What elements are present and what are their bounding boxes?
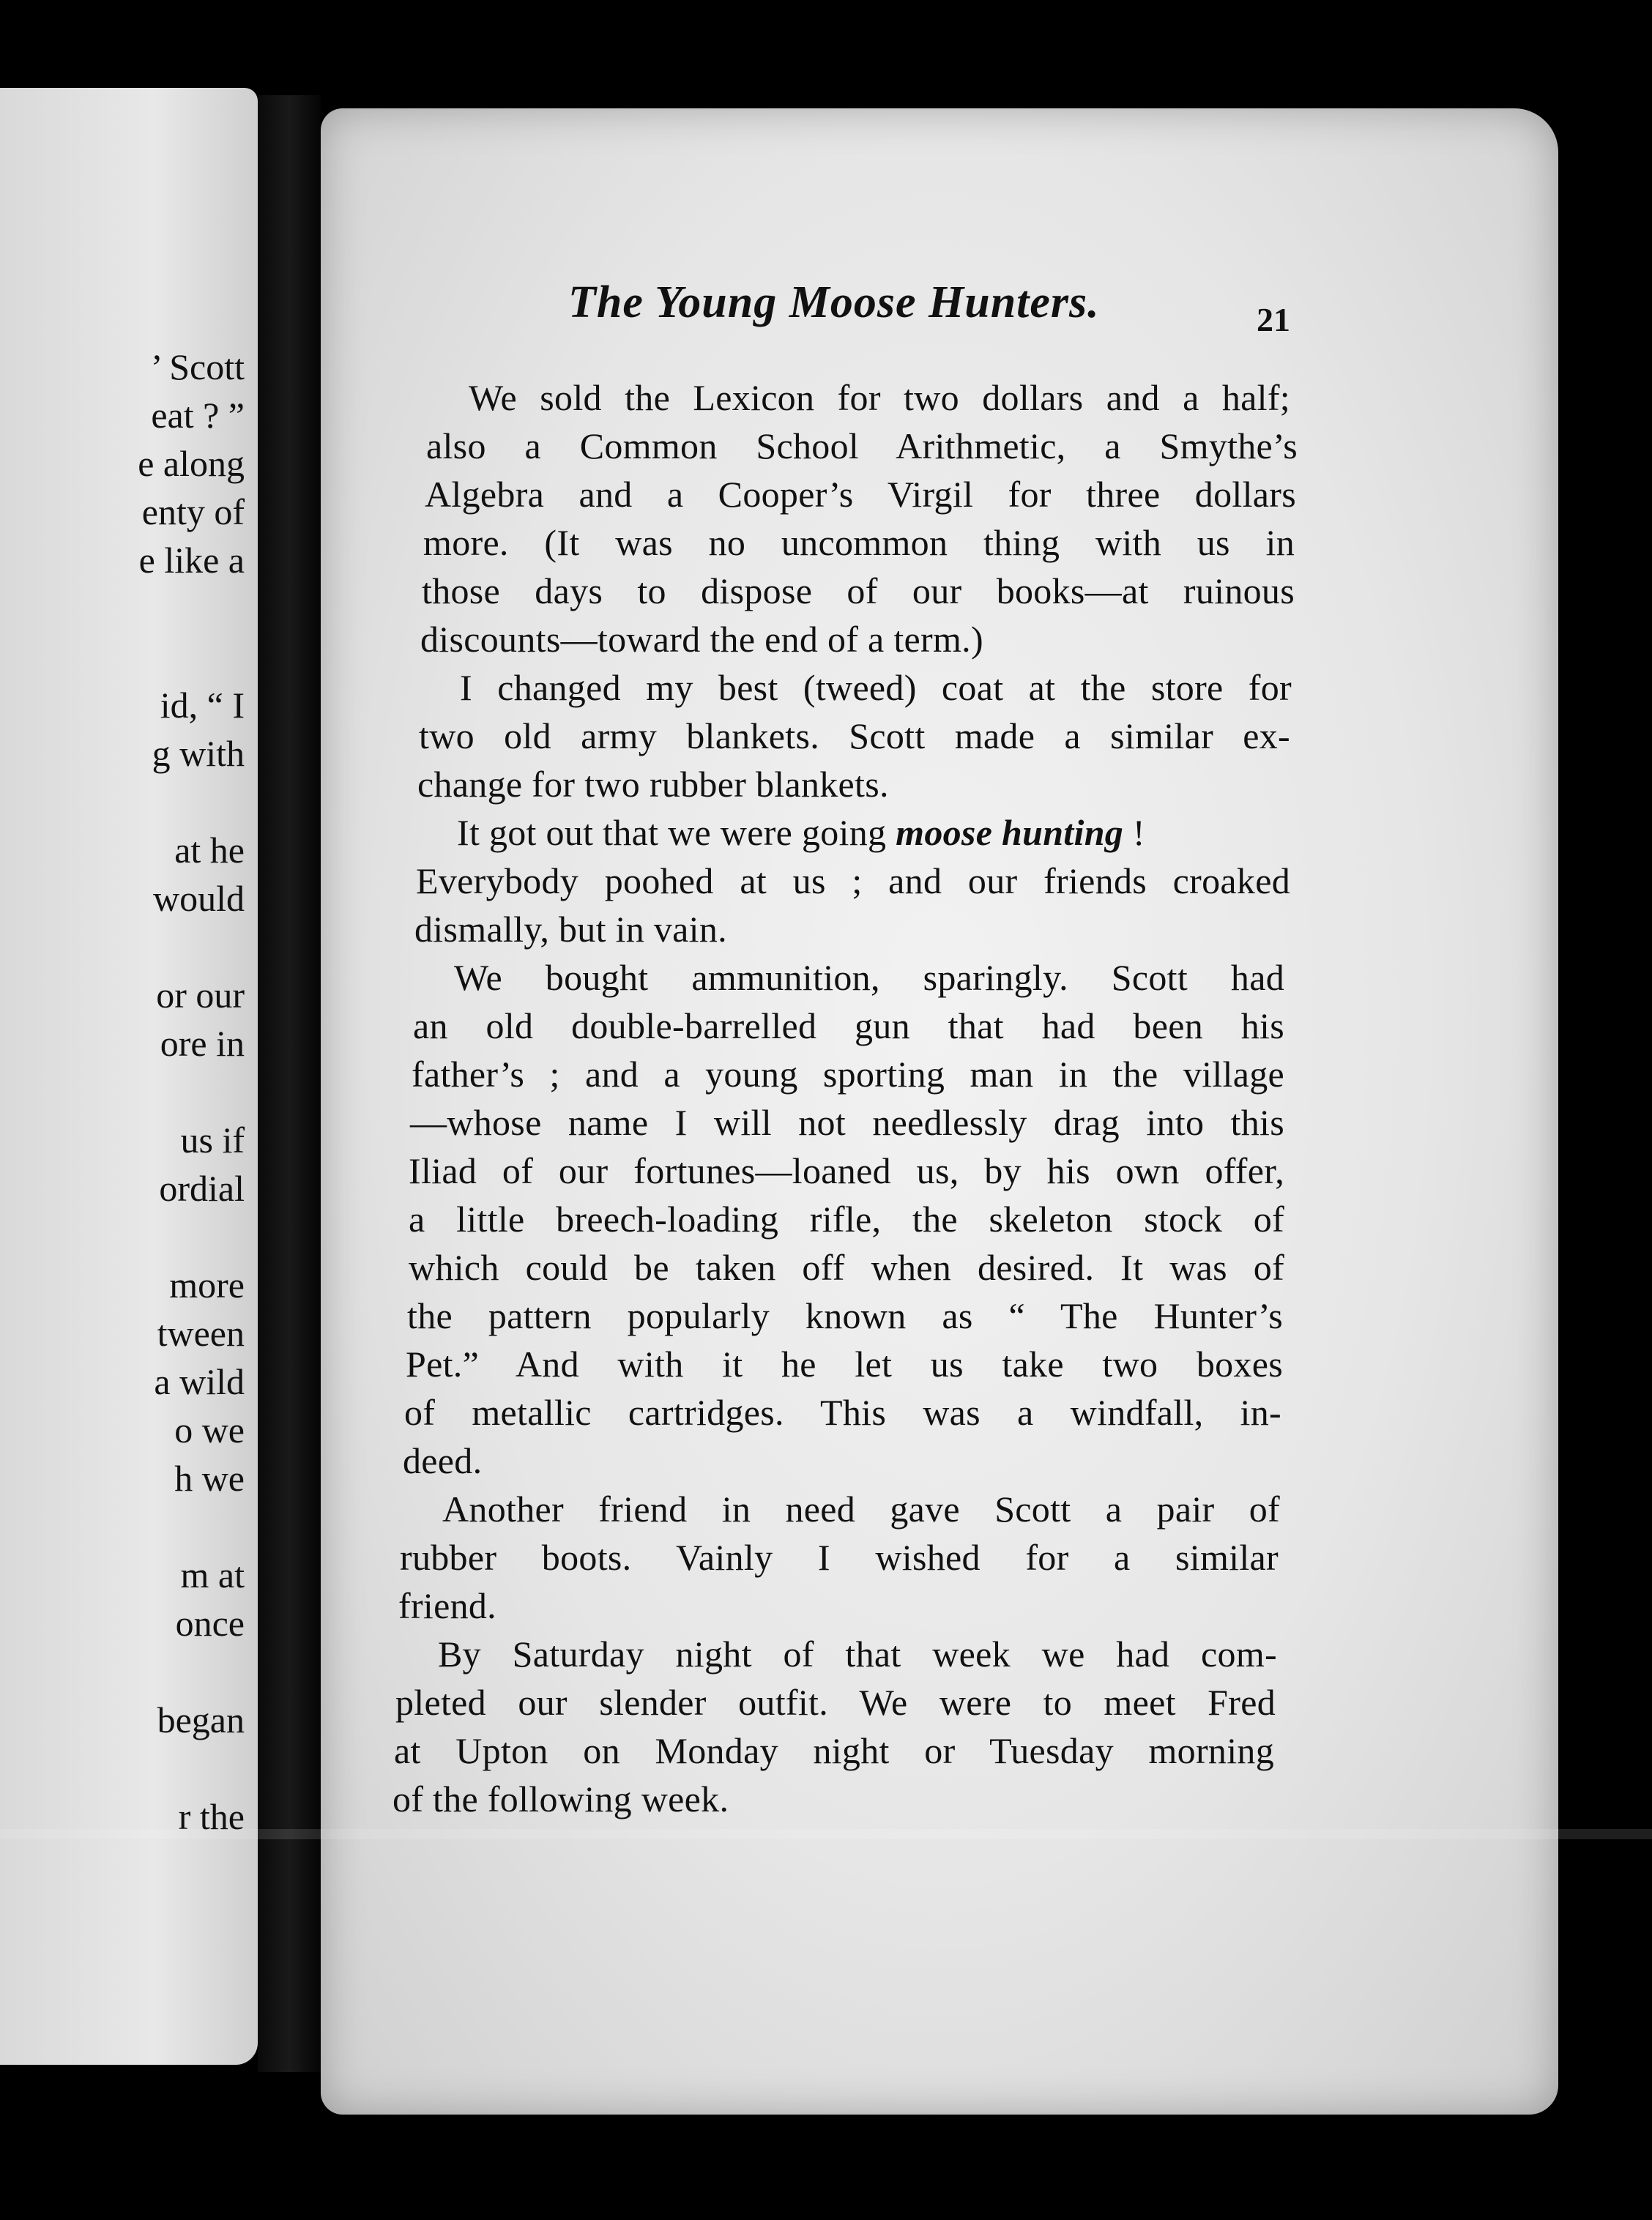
left-line: tween — [157, 1313, 245, 1354]
text-line: dismally, but in vain. — [414, 909, 727, 950]
text-line: change for two rubber blankets. — [417, 764, 889, 805]
text-run: ! — [1123, 812, 1145, 853]
left-line: id, “ I — [160, 685, 245, 726]
text-line: We sold the Lexicon for two dollars and a half; — [469, 377, 1290, 418]
left-line: ordial — [159, 1168, 245, 1209]
text-line — [457, 811, 1292, 854]
text-line: also a Common School Arithmetic, a Smythe’s — [426, 425, 1298, 466]
text-run: It got out that we were going — [457, 812, 896, 853]
left-line: or our — [156, 975, 245, 1016]
text-line: friend. — [398, 1585, 496, 1626]
left-line: began — [157, 1699, 245, 1740]
text-line: I changed my best (tweed) coat at the store for — [460, 667, 1292, 708]
left-line: e like a — [138, 540, 245, 581]
text-line: pleted our slender outfit. We were to meet Fred — [395, 1682, 1276, 1723]
left-line: g with — [152, 733, 245, 774]
text-line: father’s ; and a young sporting man in the village — [412, 1054, 1284, 1095]
text-line: We bought ammunition, sparingly. Scott had — [454, 957, 1284, 998]
text-line: —whose name I will not needlessly drag into this — [410, 1102, 1284, 1143]
text-line: more. (It was no uncommon thing with us in — [423, 522, 1295, 563]
left-line: would — [153, 878, 245, 919]
text-line: rubber boots. Vainly I wished for a similar — [400, 1537, 1279, 1578]
text-line: two old army blankets. Scott made a similar ex- — [419, 715, 1290, 756]
left-line: ore in — [160, 1023, 245, 1064]
left-line: o we — [174, 1409, 245, 1450]
scan-artifact-band — [0, 1829, 1652, 1839]
text-line: the pattern popularly known as “ The Hunter’s — [407, 1295, 1283, 1336]
text-line: a little breech-loading rifle, the skeleton stock of — [409, 1199, 1284, 1240]
text-line: of the following week. — [392, 1778, 729, 1819]
left-line: eat ? ” — [151, 395, 245, 436]
text-line: discounts—toward the end of a term.) — [420, 619, 983, 660]
left-line: once — [175, 1603, 245, 1644]
left-line: r the — [178, 1796, 245, 1837]
left-line: more — [169, 1264, 245, 1305]
text-line: of metallic cartridges. This was a windfall, in- — [404, 1392, 1281, 1433]
left-line: m at — [180, 1554, 245, 1595]
left-line: enty of — [141, 491, 245, 532]
running-head: The Young Moose Hunters. — [568, 278, 1100, 327]
left-line: at he — [174, 830, 245, 871]
left-line: us if — [180, 1120, 245, 1161]
page-number: 21 — [1257, 301, 1290, 338]
text-line: an old double-barrelled gun that had been his — [413, 1005, 1284, 1046]
left-line: ’ Scott — [150, 346, 245, 387]
text-line: By Saturday night of that week we had com- — [438, 1634, 1277, 1675]
text-line: Another friend in need gave Scott a pair of — [442, 1489, 1280, 1530]
left-line: h we — [174, 1458, 245, 1499]
left-line: a wild — [154, 1361, 245, 1402]
text-line: deed. — [403, 1440, 483, 1481]
left-line: e along — [138, 443, 245, 484]
text-line: which could be taken off when desired. It was of — [409, 1247, 1284, 1288]
text-line: those days to dispose of our books—at ruinous — [422, 570, 1295, 611]
text-line: Everybody poohed at us ; and our friends croaked — [416, 860, 1290, 901]
text-line: Iliad of our fortunes—loaned us, by his own offer, — [409, 1150, 1284, 1191]
emphasis-text: moose hunting — [896, 812, 1124, 853]
text-line: at Upton on Monday night or Tuesday morning — [394, 1730, 1274, 1771]
text-line: Pet.” And with it he let us take two boxes — [406, 1344, 1283, 1385]
text-line: Algebra and a Cooper’s Virgil for three dollars — [425, 474, 1296, 515]
